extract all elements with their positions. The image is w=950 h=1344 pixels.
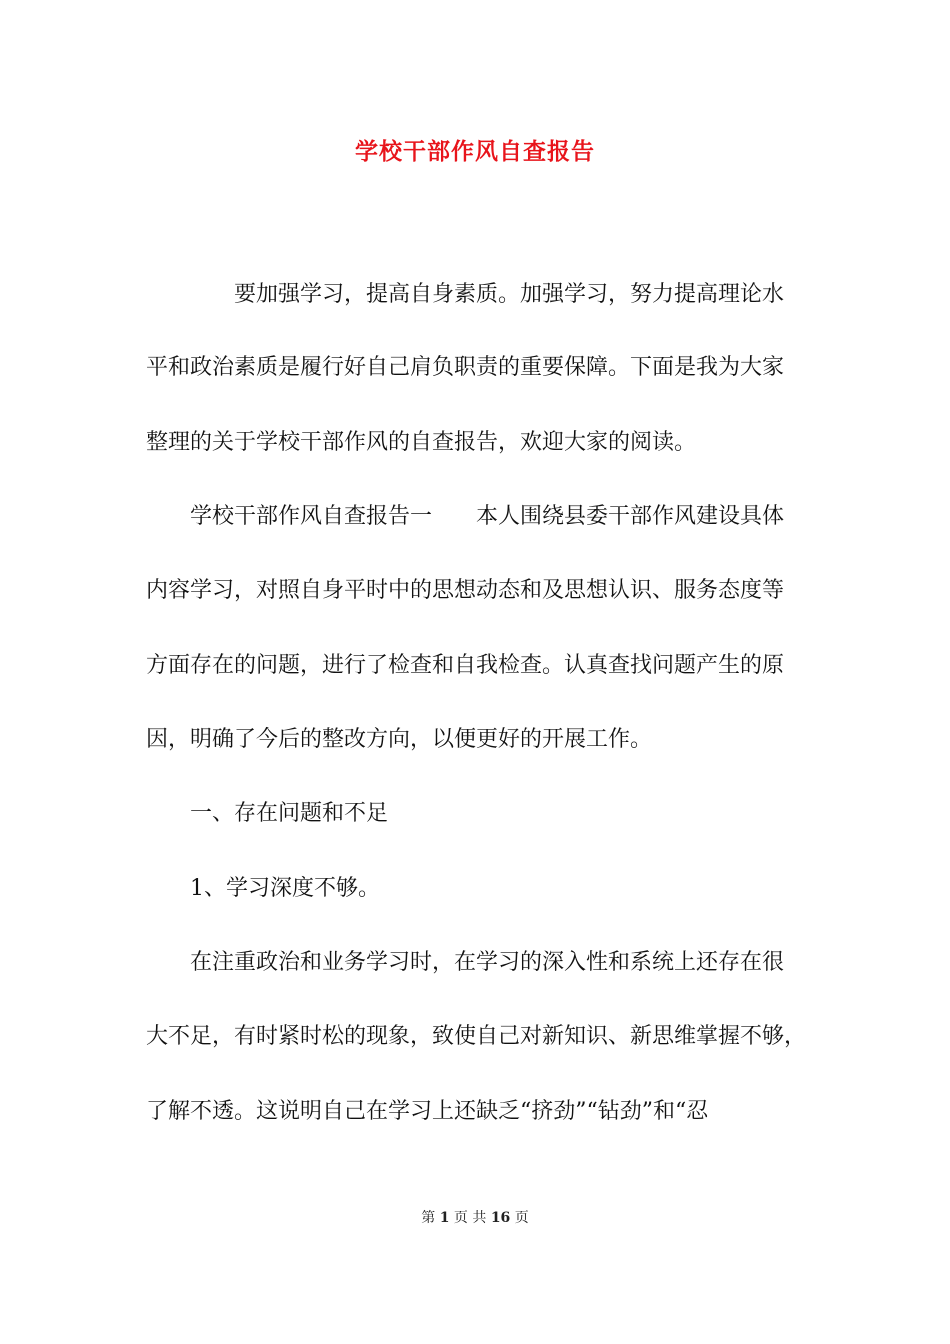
body-line-1: 要加强学习，提高自身素质。加强学习，努力提高理论水 (234, 282, 785, 307)
body-line-2: 平和政治素质是履行好自己肩负职责的重要保障。下面是我为大家 (146, 355, 785, 380)
footer-current-page: 1 (439, 1210, 450, 1226)
page-footer (0, 1208, 950, 1228)
body-line-6: 方面存在的问题，进行了检查和自我检查。认真查找问题产生的原 (146, 653, 785, 678)
body-line-4: 学校干部作风自查报告一 本人围绕县委干部作风建设具体 (190, 504, 785, 529)
body-line-10: 在注重政治和业务学习时，在学习的深入性和系统上还存在很 (190, 950, 785, 975)
body-line-3: 整理的关于学校干部作风的自查报告，欢迎大家的阅读。 (146, 430, 697, 455)
section-heading: 一、存在问题和不足 (190, 801, 389, 826)
document-title: 学校干部作风自查报告 (355, 138, 595, 165)
body-line-5: 内容学习，对照自身平时中的思想动态和及思想认识、服务态度等 (146, 578, 785, 603)
body-line-7: 因，明确了今后的整改方向，以便更好的开展工作。 (146, 727, 653, 752)
footer-suffix: 页 (514, 1210, 529, 1226)
footer-prefix: 第 (421, 1210, 436, 1226)
body-line-11: 大不足，有时紧时松的现象，致使自己对新知识、新思维掌握不够， (146, 1024, 807, 1049)
subsection-heading: 1、学习深度不够。 (190, 876, 380, 901)
footer-mid: 页 共 (453, 1210, 487, 1226)
footer-total-pages: 16 (490, 1210, 511, 1226)
body-line-12: 了解不透。这说明自己在学习上还缺乏“挤劲”“钻劲”和“忍 (146, 1099, 709, 1124)
